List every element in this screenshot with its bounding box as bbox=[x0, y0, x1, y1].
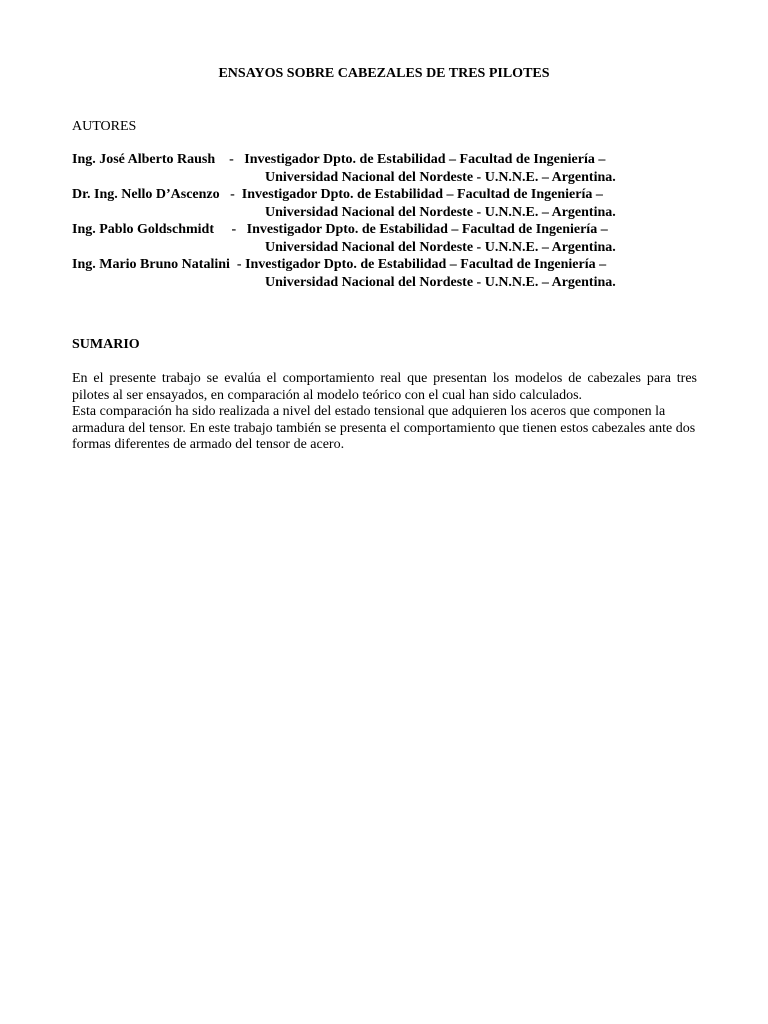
author-entry bbox=[72, 151, 702, 186]
autores-heading: AUTORES bbox=[72, 119, 137, 134]
author-affiliation-line: Universidad Nacional del Nordeste - U.N.N.E. – Argentina. bbox=[265, 239, 616, 255]
author-name-line: Ing. Pablo Goldschmidt - Investigador Dpto. de Estabilidad – Facultad de Ingeniería – bbox=[72, 222, 608, 237]
author-affiliation-line: Universidad Nacional del Nordeste - U.N.N.E. – Argentina. bbox=[265, 169, 616, 185]
author-name-line: Dr. Ing. Nello D’Ascenzo - Investigador Dpto. de Estabilidad – Facultad de Ingeniería – bbox=[72, 187, 603, 202]
author-affiliation-line: Universidad Nacional del Nordeste - U.N.N.E. – Argentina. bbox=[265, 204, 616, 220]
document-title: ENSAYOS SOBRE CABEZALES DE TRES PILOTES bbox=[218, 66, 550, 81]
author-name-line: Ing. Mario Bruno Natalini - Investigador Dpto. de Estabilidad – Facultad de Ingeniería – bbox=[72, 257, 607, 272]
author-affiliation-line: Universidad Nacional del Nordeste - U.N.N.E. – Argentina. bbox=[265, 274, 616, 290]
author-entry bbox=[72, 221, 702, 256]
authors-list bbox=[72, 151, 702, 291]
summary-body bbox=[72, 371, 697, 454]
summary-paragraph-1: En el presente trabajo se evalúa el comportamiento real que presentan los modelos de cabezales para tres pilotes al ser ensayados, en comparación al modelo teórico con el cual han sido calculados. bbox=[72, 371, 697, 403]
author-name-line: Ing. José Alberto Raush - Investigador Dpto. de Estabilidad – Facultad de Ingeniería – bbox=[72, 152, 606, 167]
summary-paragraph-2: Esta comparación ha sido realizada a nivel del estado tensional que adquieren los aceros que componen la armadura del tensor. En este trabajo también se presenta el comportamiento que tienen estos cabezales ante dos formas diferentes de armado del tensor de acero. bbox=[72, 404, 696, 452]
author-entry bbox=[72, 186, 702, 221]
sumario-heading: SUMARIO bbox=[72, 337, 140, 352]
author-entry bbox=[72, 256, 702, 291]
